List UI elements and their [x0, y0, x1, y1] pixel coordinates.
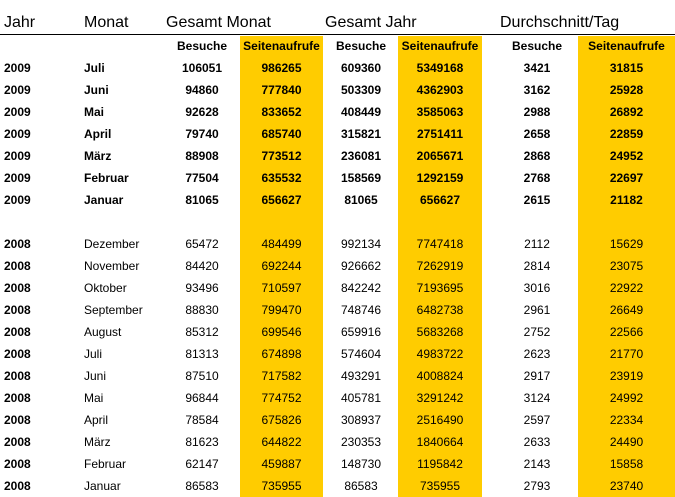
- row-value: 685740: [261, 127, 302, 141]
- row-value: 86583: [185, 479, 219, 493]
- row-value: 1840664: [416, 435, 464, 449]
- row-value: 773512: [261, 149, 302, 163]
- row-value: 1195842: [417, 457, 463, 471]
- row-value: 22922: [609, 281, 644, 295]
- row-value: 24992: [609, 391, 644, 405]
- row-value: 77504: [185, 171, 219, 185]
- row-value: 22334: [609, 413, 644, 427]
- row-value: 5683268: [416, 325, 464, 339]
- row-value: 236081: [340, 149, 382, 163]
- row-value: 7262919: [416, 259, 464, 273]
- row-value: 308937: [340, 413, 382, 427]
- row-year: 2008: [4, 325, 31, 339]
- row-value: 2768: [523, 171, 551, 185]
- subheader-besuche-tag: Besuche: [511, 39, 563, 53]
- row-value: 84420: [185, 259, 219, 273]
- row-value: 23075: [609, 259, 644, 273]
- row-month: Januar: [84, 479, 121, 493]
- row-value: 2751411: [416, 127, 464, 141]
- row-value: 3124: [523, 391, 551, 405]
- row-value: 459887: [261, 457, 302, 471]
- row-year: 2008: [4, 281, 31, 295]
- row-year: 2009: [4, 193, 31, 207]
- row-value: 22697: [609, 171, 644, 185]
- row-value: 2868: [523, 149, 551, 163]
- row-year: 2009: [4, 61, 31, 75]
- row-value: 2633: [523, 435, 551, 449]
- row-value: 2917: [523, 369, 551, 383]
- row-value: 635532: [261, 171, 302, 185]
- row-value: 656627: [419, 193, 461, 207]
- row-value: 842242: [340, 281, 382, 295]
- row-value: 85312: [185, 325, 219, 339]
- row-value: 674898: [261, 347, 302, 361]
- row-value: 493291: [340, 369, 382, 383]
- row-value: 2961: [523, 303, 551, 317]
- row-value: 78584: [185, 413, 219, 427]
- subheader-seitenaufrufe-monat: Seitenaufrufe: [243, 39, 320, 53]
- row-value: 2988: [523, 105, 551, 119]
- row-value: 3421: [523, 61, 551, 75]
- row-value: 3291242: [416, 391, 464, 405]
- row-value: 2143: [523, 457, 551, 471]
- row-value: 2793: [523, 479, 551, 493]
- row-value: 88830: [185, 303, 219, 317]
- row-value: 15629: [609, 237, 644, 251]
- row-value: 15858: [609, 457, 644, 471]
- row-value: 777840: [261, 83, 302, 97]
- row-month: November: [84, 259, 140, 273]
- row-value: 3016: [523, 281, 551, 295]
- row-value: 24490: [609, 435, 644, 449]
- row-month: August: [84, 325, 122, 339]
- row-year: 2008: [4, 369, 31, 383]
- row-value: 735955: [261, 479, 302, 493]
- row-month: Mai: [84, 105, 105, 119]
- row-value: 659916: [340, 325, 382, 339]
- row-value: 21182: [610, 193, 643, 207]
- header-monat: Monat: [84, 14, 129, 31]
- subheader-seitenaufrufe-jahr: Seitenaufrufe: [401, 39, 479, 53]
- row-value: 25928: [609, 83, 644, 97]
- row-year: 2008: [4, 435, 31, 449]
- row-month: April: [84, 127, 112, 141]
- row-value: 692244: [261, 259, 302, 273]
- row-value: 315821: [340, 127, 382, 141]
- header-durchschnitt-tag: Durchschnitt/Tag: [500, 14, 620, 31]
- row-value: 23919: [609, 369, 644, 383]
- row-value: 748746: [340, 303, 382, 317]
- row-value: 230353: [340, 435, 382, 449]
- header-jahr: Jahr: [4, 14, 36, 31]
- row-value: 88908: [185, 149, 219, 163]
- row-year: 2009: [4, 127, 31, 141]
- row-value: 609360: [340, 61, 382, 75]
- row-year: 2008: [4, 259, 31, 273]
- row-value: 699546: [261, 325, 302, 339]
- row-value: 94860: [185, 83, 219, 97]
- row-value: 81065: [185, 193, 219, 207]
- row-value: 656627: [261, 193, 302, 207]
- row-value: 2623: [523, 347, 551, 361]
- row-value: 4008824: [416, 369, 464, 383]
- row-value: 2516490: [416, 413, 464, 427]
- row-value: 574604: [340, 347, 382, 361]
- row-year: 2008: [4, 479, 31, 493]
- row-month: Februar: [84, 171, 129, 185]
- row-value: 735955: [419, 479, 461, 493]
- subheader-besuche-jahr: Besuche: [335, 39, 387, 53]
- row-value: 710597: [261, 281, 302, 295]
- subheader-seitenaufrufe-tag: Seitenaufrufe: [588, 39, 665, 53]
- row-value: 106051: [181, 61, 223, 75]
- row-value: 22566: [609, 325, 644, 339]
- row-value: 31815: [609, 61, 644, 75]
- row-value: 93496: [185, 281, 219, 295]
- subheader-besuche-monat: Besuche: [176, 39, 228, 53]
- row-month: März: [84, 435, 111, 449]
- row-value: 81623: [185, 435, 219, 449]
- row-month: Dezember: [84, 237, 140, 251]
- row-value: 26649: [609, 303, 644, 317]
- row-value: 992134: [340, 237, 382, 251]
- row-value: 6482738: [416, 303, 464, 317]
- row-month: März: [84, 149, 112, 163]
- row-value: 4362903: [416, 83, 464, 97]
- row-value: 2814: [523, 259, 551, 273]
- row-value: 92628: [185, 105, 219, 119]
- row-value: 5349168: [416, 61, 464, 75]
- row-value: 21770: [609, 347, 644, 361]
- row-year: 2009: [4, 149, 31, 163]
- row-value: 65472: [185, 237, 219, 251]
- row-value: 986265: [261, 61, 302, 75]
- row-value: 22859: [609, 127, 644, 141]
- row-value: 86583: [344, 479, 378, 493]
- row-value: 81065: [344, 193, 378, 207]
- row-month: Juni: [84, 369, 107, 383]
- row-value: 799470: [261, 303, 302, 317]
- row-value: 148730: [340, 457, 382, 471]
- row-year: 2008: [4, 413, 31, 427]
- row-value: 79740: [185, 127, 219, 141]
- row-year: 2008: [4, 457, 31, 471]
- row-year: 2009: [4, 171, 31, 185]
- row-month: Juni: [84, 83, 109, 97]
- row-value: 2752: [523, 325, 551, 339]
- row-value: 3162: [523, 83, 551, 97]
- row-month: Februar: [84, 457, 127, 471]
- row-value: 2112: [524, 237, 550, 251]
- row-year: 2008: [4, 391, 31, 405]
- row-value: 23740: [609, 479, 644, 493]
- row-year: 2008: [4, 303, 31, 317]
- row-value: 87510: [185, 369, 219, 383]
- row-value: 3585063: [416, 105, 464, 119]
- row-month: Mai: [84, 391, 104, 405]
- row-value: 2597: [523, 413, 551, 427]
- row-value: 717582: [261, 369, 302, 383]
- row-month: Januar: [84, 193, 124, 207]
- row-month: September: [84, 303, 143, 317]
- row-value: 405781: [340, 391, 382, 405]
- row-value: 158569: [340, 171, 382, 185]
- row-value: 833652: [261, 105, 302, 119]
- row-month: Juli: [84, 61, 105, 75]
- row-value: 2615: [523, 193, 551, 207]
- row-year: 2008: [4, 237, 31, 251]
- row-value: 96844: [185, 391, 219, 405]
- row-value: 24952: [609, 149, 644, 163]
- row-year: 2009: [4, 105, 31, 119]
- row-value: 62147: [185, 457, 219, 471]
- row-year: 2008: [4, 347, 31, 361]
- header-gesamt-monat: Gesamt Monat: [166, 14, 271, 31]
- row-value: 503309: [340, 83, 382, 97]
- row-value: 2065671: [416, 149, 464, 163]
- row-value: 81313: [185, 347, 219, 361]
- row-value: 484499: [261, 237, 302, 251]
- row-value: 644822: [261, 435, 302, 449]
- row-value: 26892: [609, 105, 644, 119]
- row-month: Oktober: [84, 281, 127, 295]
- row-month: April: [84, 413, 109, 427]
- row-value: 408449: [340, 105, 382, 119]
- row-value: 1292159: [416, 171, 464, 185]
- row-value: 774752: [261, 391, 302, 405]
- row-value: 2658: [523, 127, 551, 141]
- row-value: 7193695: [416, 281, 464, 295]
- row-value: 4983722: [416, 347, 464, 361]
- row-value: 926662: [340, 259, 382, 273]
- row-month: Juli: [84, 347, 103, 361]
- row-value: 675826: [261, 413, 302, 427]
- header-gesamt-jahr: Gesamt Jahr: [325, 14, 417, 31]
- row-value: 7747418: [416, 237, 464, 251]
- row-year: 2009: [4, 83, 31, 97]
